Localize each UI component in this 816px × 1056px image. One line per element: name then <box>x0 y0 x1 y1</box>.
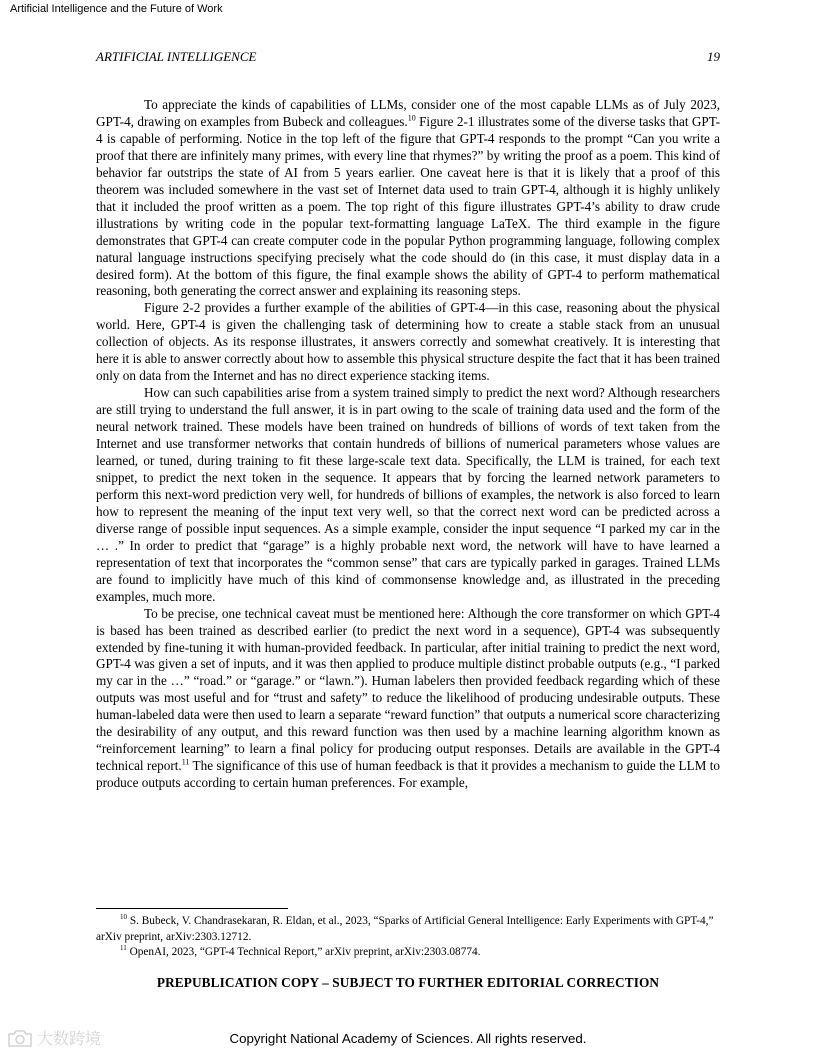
footnote-11 <box>96 945 720 961</box>
paragraph-4-text-a: To be precise, one technical caveat must be mentioned here: Although the core transformer on which GPT-4 is based has been trained as described earlier (to predict the next word in a sequence), GPT-4 was subsequently extended by fine-tuning it with human-provided feedback. In particular, after initial training to predict the next word, GPT-4 was given a set of inputs, and it was then applied to produce multiple distinct probable outputs (e.g., “I parked my car in the …” “road.” or “garage.” or “lawn.”). Human labelers then provided feedback regarding which of these outputs was most useful and for “trust and safety” to reduce the likelihood of producing undesirable outputs. These human-labeled data were then used to learn a separate “reward function” that outputs a numerical score characterizing the desirability of any output, and this reward function was then used by a machine learning algorithm known as “reinforcement learning” to learn a final policy for producing output responses. Details are available in the GPT-4 technical report. <box>96 605 720 774</box>
paragraph-2: Figure 2-2 provides a further example of the abilities of GPT-4—in this case, reasoning about the physical world. Here, GPT-4 is given the challenging task of determining how to create a stable stack from an unusual collection of objects. As its response illustrates, it answers correctly and somewhat creatively. It is interesting that here it is able to answer correctly about how to assemble this physical structure despite the fact that it has been trained only on data from the Internet and has no direct experience stacking items. <box>96 300 720 384</box>
paragraph-1-text-b: Figure 2-1 illustrates some of the diverse tasks that GPT-4 is capable of performing. Notice in the top left of the figure that GPT-4 responds to the prompt “Can you write a proof that there are infinitely many primes, with every line that rhymes?” by writing the proof as a poem. This kind of behavior far outstrips the state of AI from 5 years earlier. One caveat here is that it is likely that a proof of this theorem was included somewhere in the vast set of Internet data used to train GPT-4, although it is highly unlikely that it included the proof written as a poem. The top right of this figure illustrates GPT-4’s ability to draw crude illustrations by writing code in the popular text-formatting language LaTeX. The third example in the figure demonstrates that GPT-4 can create computer code in the popular Python programming language, following complex natural language instructions specifying precisely what the code should do (in this case, it must display data in a desired form). At the bottom of this figure, the final example shows the ability of GPT-4 to perform mathematical reasoning, both generating the correct answer and explaining its reasoning steps. <box>96 113 720 299</box>
footnote-10 <box>96 914 720 945</box>
window-title: Artificial Intelligence and the Future of Work <box>10 3 223 15</box>
paragraph-3: How can such capabilities arise from a system trained simply to predict the next word? Although researchers are still trying to understand the full answer, it is in part owing to the scale of training data used and the form of the neural network trained. These models have been trained on hundreds of billions of words of text taken from the Internet and use transformer networks that contain hundreds of billions of numerical parameters whose values are learned, or tuned, during training to fit these large-scale text data. Specifically, the LLM is trained, for each text snippet, to predict the next token in the sequence. It appears that by forcing the learned network parameters to perform this next-word prediction very well, for hundreds of billions of examples, the network is also forced to learn how to represent the meaning of the input text very well, so that the correct next word can be predicted across a diverse range of possible input sequences. As a simple example, consider the input sequence “I parked my car in the … .” In order to predict that “garage” is a highly probable next word, the network will have to have learned a representation of text that incorporates the “common sense” that cars are typically parked in garages. Trained LLMs are found to implicitly have much of this kind of commonsense knowledge and, as illustrated in the preceding examples, much more. <box>96 385 720 604</box>
footnote-text: S. Bubeck, V. Chandrasekaran, R. Eldan, et al., 2023, “Sparks of Artificial General Intelligence: Early Experiments with GPT-4,” arXiv preprint, arXiv:2303.12712. <box>96 915 714 943</box>
paragraph-1 <box>96 97 720 300</box>
footnote-ref-11: 11 <box>181 757 190 767</box>
paragraph-1-text-a: To appreciate the kinds of capabilities of LLMs, consider one of the most capable LLMs as of July 2023, GPT-4, drawing on examples from Bubeck and colleagues. <box>96 97 720 129</box>
page-number: 19 <box>707 49 720 64</box>
body-text <box>96 97 720 792</box>
footnotes <box>96 914 720 961</box>
paragraph-4 <box>96 606 720 792</box>
footnote-ref-10: 10 <box>407 113 416 123</box>
footnote-divider <box>96 908 288 909</box>
prepublication-notice: PREPUBLICATION COPY – SUBJECT TO FURTHER EDITORIAL CORRECTION <box>156 975 660 990</box>
watermark-text: 大数跨境 <box>37 1029 102 1048</box>
footnote-text: OpenAI, 2023, “GPT-4 Technical Report,” arXiv preprint, arXiv:2303.08774. <box>126 946 481 958</box>
copyright-notice: Copyright National Academy of Sciences. All rights reserved. <box>229 1031 587 1046</box>
footnote-number: 11 <box>120 944 127 953</box>
paragraph-4-text-b: The significance of this use of human feedback is that it provides a mechanism to guide the LLM to produce outputs according to certain human preferences. For example, <box>96 758 720 791</box>
running-head: ARTIFICIAL INTELLIGENCE <box>96 49 257 64</box>
footnote-number: 10 <box>120 913 127 922</box>
